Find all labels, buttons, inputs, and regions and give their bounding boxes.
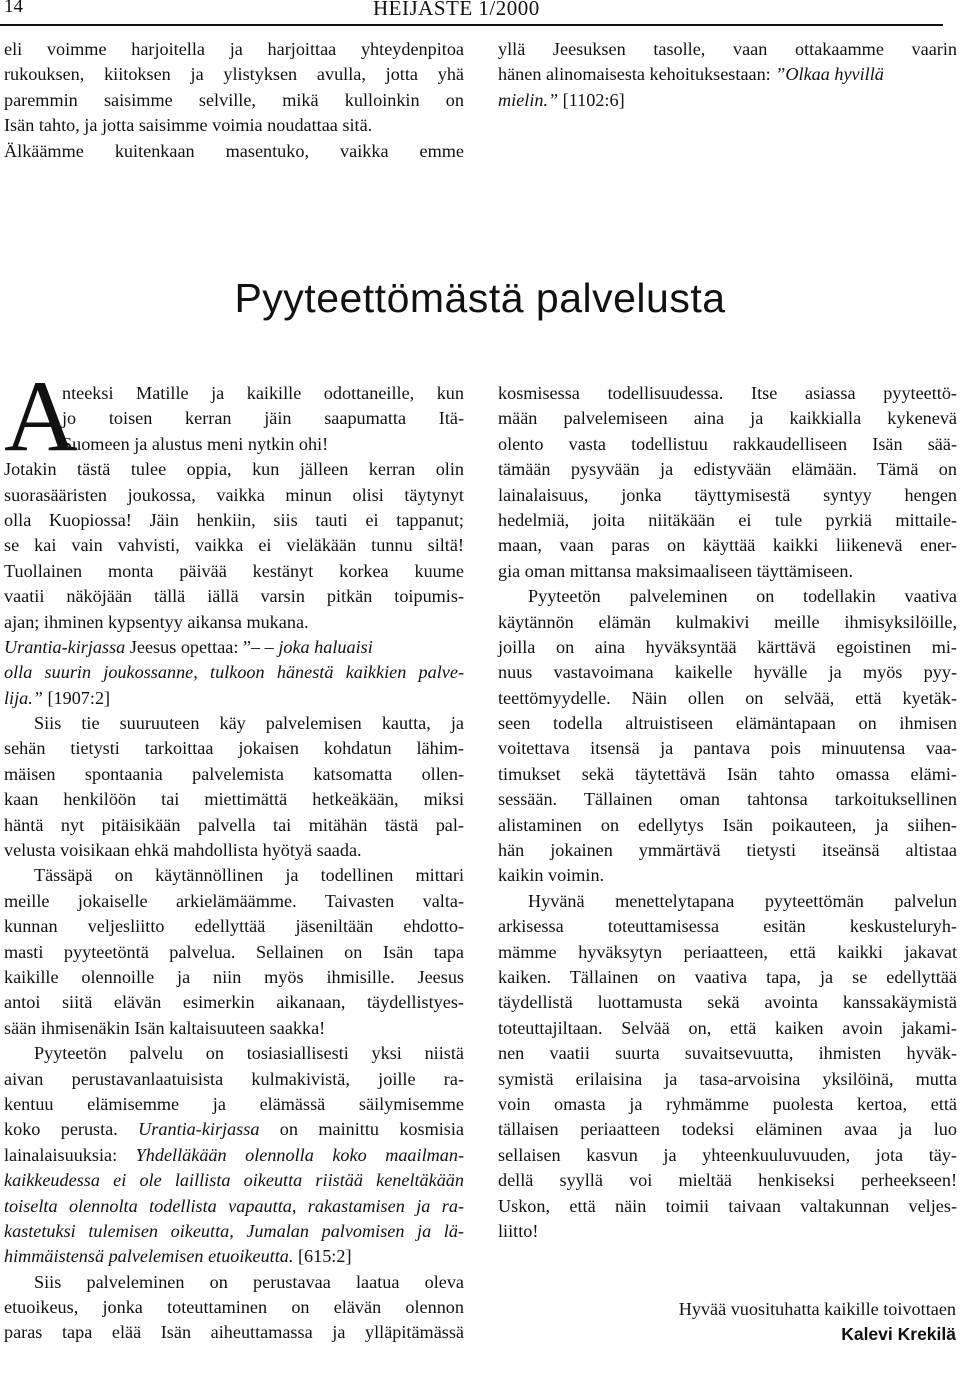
text-line: nen vaatii suurta suvaitsevuutta, ihmisten hyväk- — [498, 1043, 957, 1064]
page-number: 14 — [4, 0, 23, 17]
text-line: kaan henkilöön tai miettimättä hetkeäkään, miksi — [4, 789, 464, 810]
article-right-column — [498, 381, 957, 1244]
quote-line: Urantia-kirjassa Jeesus opettaa: ”– – joka haluaisi — [4, 636, 373, 657]
text-line: Isän tahto, ja jotta saisimme voimia noudattaa sitä. — [4, 115, 373, 136]
quote-line: kastetuksi tulemisen oikeutta, Jumalan palvomisen ja lä- — [4, 1220, 464, 1241]
text-line: kosmisessa todellisuudessa. Itse asiassa pyyteettö- — [498, 383, 957, 403]
text-line: Uskon, että näin toimii taivaan valtakunnan veljes- — [498, 1195, 957, 1216]
text-line: nteeksi Matille ja kaikille odottaneille, kun — [62, 383, 464, 403]
article-title: Pyyteettömästä palvelusta — [234, 275, 726, 321]
text-line: sään ihmisenäkin Isän kaltaisuuteen saakka! — [4, 1017, 326, 1038]
text-line: arkisessa toteuttamisessa esitän keskusteluryh- — [498, 916, 957, 937]
text-line: Suomeen ja alustus meni nytkin ohi! — [62, 433, 329, 454]
quote-line: olla suurin joukossanne, tulkoon hänestä kaikkien palve- — [4, 662, 464, 683]
text-line: se kai vain vahvisti, vaikka ei vieläkään tunnu siltä! — [4, 535, 464, 556]
text-line: Tuollainen monta päivää kestänyt korkea kuume — [4, 560, 464, 581]
top-right-column — [498, 37, 957, 113]
text-line: timukset sekä täytettävä Isän tahto omassa elämi- — [498, 763, 957, 784]
text-line: paremmin saisimme selville, mikä kulloinkin on — [4, 89, 464, 110]
author-name: Kalevi Krekilä — [841, 1324, 956, 1345]
text-line: mään palvelemiseen aina ja kaikkialla kykenevä — [498, 408, 957, 429]
quote-line: himmäistensä palvelemisen etuoikeutta. [615:2] — [4, 1246, 352, 1267]
text-line: jo toisen kerran jäin saapumatta Itä- — [62, 408, 464, 429]
text-line: Jotakin tästä tulee oppia, kun jälleen kerran olin — [4, 459, 464, 480]
drop-cap: A — [4, 360, 78, 473]
text-line: suorasääristen joukossa, vaikka minun olisi täytynyt — [4, 484, 464, 505]
closing-signature — [679, 1297, 956, 1348]
text-line: masti pyyteetöntä palvelua. Sellainen on Isän tapa — [4, 941, 464, 962]
reference: [615:2] — [293, 1246, 352, 1267]
text-line: hänen alinomaisesta kehoituksestaan: ”Olkaa hyvillä — [498, 64, 884, 85]
text-line: dellä syyllä voi mieltää henkiseksi perheekseen! — [498, 1170, 957, 1191]
text-line: Pyyteetön palvelu on tosiasiallisesti yksi niistä — [34, 1043, 464, 1064]
text-line: toteuttajiltaan. Selvää on, että kaiken avoin jakami- — [498, 1017, 957, 1038]
text-line: Tässäpä on käytännöllinen ja todellinen mittari — [34, 865, 464, 886]
text-line: mämme hyväksytyn periaatteen, että kaikki jakavat — [498, 941, 957, 962]
text-line: vaatii näköjään tällä iällä varsin pitkän toipumis- — [4, 586, 464, 607]
text-line: Älkäämme kuitenkaan masentuko, vaikka emme — [4, 140, 464, 161]
text-line: alistaminen on edellytys Isän poikauteen, ja siihen- — [498, 814, 957, 835]
text-line: sehän tietysti tarkoittaa jokaisen kohdatun lähim- — [4, 738, 464, 759]
article-left-column — [4, 381, 464, 1346]
magazine-issue: HEIJASTE 1/2000 — [373, 0, 540, 20]
source-name: Urantia-kirjassa — [138, 1119, 260, 1140]
page-header — [0, 0, 960, 26]
text-line: voin omasta ja ryhmämme puolesta kertoa, että — [498, 1093, 957, 1114]
top-left-column — [4, 37, 464, 164]
reference: [1907:2] — [42, 687, 111, 708]
text-line: voitettava itsensä ja pantava pois minuutensa vaa- — [498, 738, 957, 759]
text-line: täydellistä luottamusta sekä avointa kanssakäymistä — [498, 992, 957, 1013]
text-line: mielin.” [1102:6] — [498, 89, 625, 110]
text-line: kentuu elämisemme ja elämässä säilymisemme — [4, 1093, 464, 1114]
header-rule — [0, 24, 943, 26]
text-line: gia oman mittansa maksimaaliseen täyttämiseen. — [498, 560, 854, 581]
text-line: aivan perustavanlaatuisista kulmakivistä, joille ra- — [4, 1068, 464, 1089]
text-line: kunnan veljesliitto edellyttää jäseniltään ehdotto- — [4, 916, 464, 937]
quote-line: toiselta olennolta todellista vapautta, rakastamisen ja ra- — [4, 1195, 464, 1216]
text-line: antoi siitä elävän esimerkin aikanaan, täydellistyes- — [4, 992, 464, 1013]
text-line: seen todella altruistiseen elämäntapaan on ihmisen — [498, 713, 957, 734]
text-line: sessään. Tällainen oman tahtonsa tarkoituksellinen — [498, 789, 957, 810]
text-line: liitto! — [498, 1220, 539, 1241]
text-line: Pyyteetön palveleminen on todellakin vaativa — [528, 586, 957, 607]
text-line: Siis palveleminen on perustavaa laatua oleva — [34, 1271, 464, 1292]
text-line: olla Kuopiossa! Jäin henkiin, siis tauti ei tappanut; — [4, 509, 464, 530]
text-line: kaikille olennoille ja niin myös ihmisille. Jeesus — [4, 966, 464, 987]
text-line: hedelmiä, joita niitäkään ei tule pyrkiä mittaile- — [498, 509, 957, 530]
text-line: paras tapa elää Isän aiheuttamassa ja ylläpitämässä — [4, 1322, 464, 1343]
text-line: eli voimme harjoitella ja harjoittaa yhteydenpitoa — [4, 39, 464, 59]
text-line: koko perusta. Urantia-kirjassa on mainittu kosmisia — [4, 1119, 464, 1140]
text-line: velusta voisikaan ehkä mahdollista hyötyä saada. — [4, 840, 362, 861]
text-line: meille jokaiselle arkielämäämme. Taivasten valta- — [4, 890, 464, 911]
text-line: yllä Jeesuksen tasolle, vaan ottakaamme vaarin — [498, 39, 957, 59]
text-line: hän jokainen ymmärtävä tietysti itseänsä altistaa — [498, 840, 957, 861]
text-line: teettömyydelle. Näin ollen on selvää, että kyetäk- — [498, 687, 957, 708]
text-line: sellaisen kasvun ja yhteenkuuluvuuden, jota täy- — [498, 1144, 957, 1165]
quote-line: lainalaisuuksia: Yhdelläkään olennolla koko maailman- — [4, 1144, 464, 1165]
text-line: tämään pysyvään ja edistyvään elämään. Tämä on — [498, 459, 957, 480]
text-line: etuoikeus, jonka toteuttaminen on elävän olennon — [4, 1297, 464, 1318]
text-line: käytännön elämän kulmakivi meille ihmisyksilöille, — [498, 611, 957, 632]
text-line: mäisen spontaania palvelemista katsomatta ollen- — [4, 763, 464, 784]
text-line: häntä nyt pitäisikään palvella tai mitähän tästä pal- — [4, 814, 464, 835]
text-line: lainalaisuus, jonka täyttymisestä syntyy hengen — [498, 484, 957, 505]
text-line: symistä erilaisina ja tasa-arvoisina yksilöinä, mutta — [498, 1068, 957, 1089]
text-line: kaikin voimin. — [498, 865, 605, 886]
text-line: Siis tie suuruuteen käy palvelemisen kautta, ja — [34, 713, 464, 734]
text-line: Hyvänä menettelytapana pyyteettömän palvelun — [528, 890, 957, 911]
text-line: rukouksen, kiitoksen ja ylistyksen avulla, jotta yhä — [4, 64, 464, 85]
text-line: ajan; ihminen kypsentyy aikansa mukana. — [4, 611, 309, 632]
text-line: kaiken. Tällainen on vaativa tapa, ja se edellyttää — [498, 966, 957, 987]
closing-greeting: Hyvää vuosituhatta kaikille toivottaen — [678, 1299, 956, 1319]
source-name: Urantia-kirjassa — [4, 636, 126, 657]
text-line: tällaisen periaatteen todeksi eläminen avaa ja luo — [498, 1119, 957, 1140]
quote-line: lija.” [1907:2] — [4, 687, 111, 708]
text-line: nuus vastavoimana kaikelle hyvälle ja myös pyy- — [498, 662, 957, 683]
quote-line: kaikkeudessa ei ole laillista oikeutta riistää keneltäkään — [4, 1170, 464, 1191]
text-line: olento vasta todellistuu rakkaudelliseen Isän sää- — [498, 433, 957, 454]
text-line: joilla on aina hyväksyntää kärttävä egoistinen mi- — [498, 636, 957, 657]
text-line: maan, vaan paras on käyttää kaikki liikenevä ener- — [498, 535, 957, 556]
